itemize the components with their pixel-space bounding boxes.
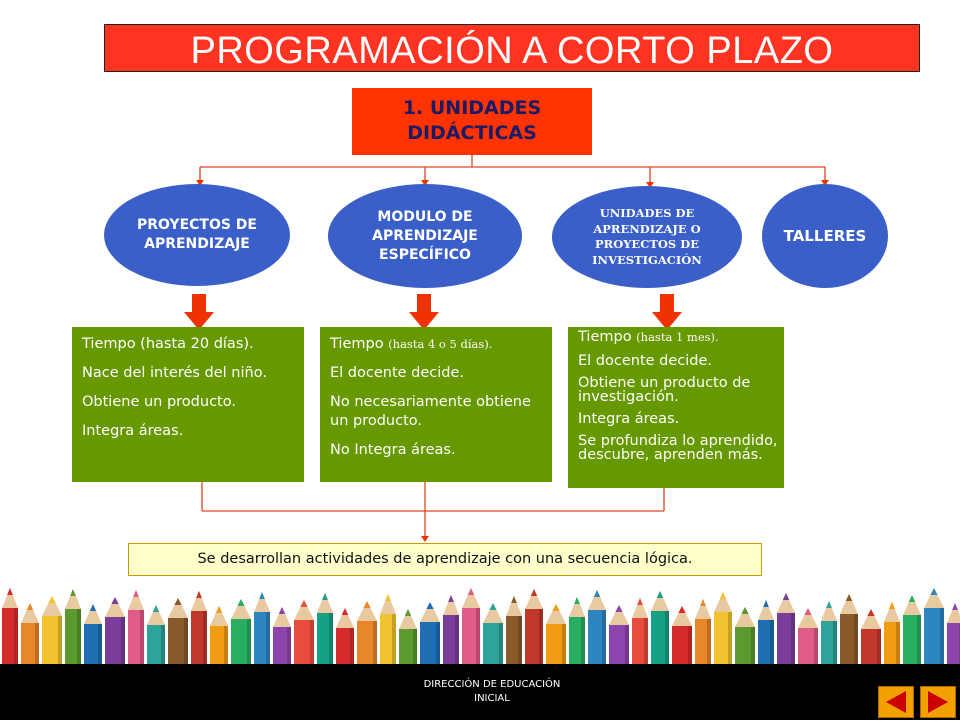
detail-box-2 [320,327,552,482]
detail-3-item-3: Integra áreas. [578,411,680,427]
down-arrow-icon-3 [652,294,682,330]
root-node-line-1: 1. UNIDADES [402,97,542,119]
category-ellipse-4 [762,184,888,288]
detail-3-time: Tiempo [578,329,632,345]
footer-bar [0,664,960,720]
root-node-line-2: DIDÁCTICAS [407,122,537,144]
category-ellipse-3 [552,186,742,288]
category-1-line-1: PROYECTOS DE [136,217,257,233]
detail-1-item-1: Nace del interés del niño. [82,365,267,381]
category-3-line-1: UNIDADES DE [599,206,695,220]
footer-line-2: INICIAL [474,693,510,704]
detail-3-item-2: Obtiene un producto de investigación. [578,375,751,405]
category-2-line-2: APRENDIZAJE [372,227,478,244]
slide-title: PROGRAMACIÓN A CORTO PLAZO [104,24,920,72]
category-ellipse-2 [328,184,522,288]
triangle-right-icon [921,687,955,717]
previous-slide-button[interactable] [878,686,914,718]
category-ellipse-1 [104,184,290,286]
detail-3-time-row [578,329,784,346]
category-3-line-3: PROYECTOS DE [595,237,699,251]
detail-3-item-4: Se profundiza lo aprendido, descubre, aprenden más. [578,433,778,463]
detail-2-item-1: El docente decide. [330,365,465,381]
category-2-line-1: MODULO DE [377,208,473,225]
detail-3-time-note: (hasta 1 mes). [636,330,719,344]
next-slide-button[interactable] [920,686,956,718]
detail-2-time-note: (hasta 4 o 5 días). [388,337,493,351]
triangle-left-icon [879,687,913,717]
category-4-line-1: TALLERES [783,227,867,245]
detail-box-1 [72,327,304,482]
arrowhead-conclusion [421,536,429,542]
category-2-line-3: ESPECÍFICO [379,246,471,263]
detail-2-time: Tiempo [330,336,384,352]
detail-2-item-3: No Integra áreas. [330,442,456,458]
category-1-line-2: APRENDIZAJE [144,236,250,252]
footer-line-1: DIRECCIÓN DE EDUCACIÓN [423,679,561,690]
down-arrow-icon-1 [184,294,214,330]
detail-1-item-3: Integra áreas. [82,423,184,439]
detail-box-3 [568,327,784,488]
category-3-line-2: APRENDIZAJE O [593,221,701,236]
down-arrow-icon-2 [409,294,439,330]
colored-pencils-image [0,580,960,666]
category-3-line-4: INVESTIGACIÓN [592,252,702,267]
detail-1-time: Tiempo (hasta 20 días). [82,336,254,352]
footer-text [380,678,604,706]
detail-3-item-1: El docente decide. [578,353,713,369]
detail-2-item-2: No necesariamente obtiene un producto. [330,394,531,429]
detail-2-time-row [330,335,552,354]
conclusion-box: Se desarrollan actividades de aprendizaje con una secuencia lógica. [128,543,762,576]
detail-1-item-2: Obtiene un producto. [82,394,236,410]
